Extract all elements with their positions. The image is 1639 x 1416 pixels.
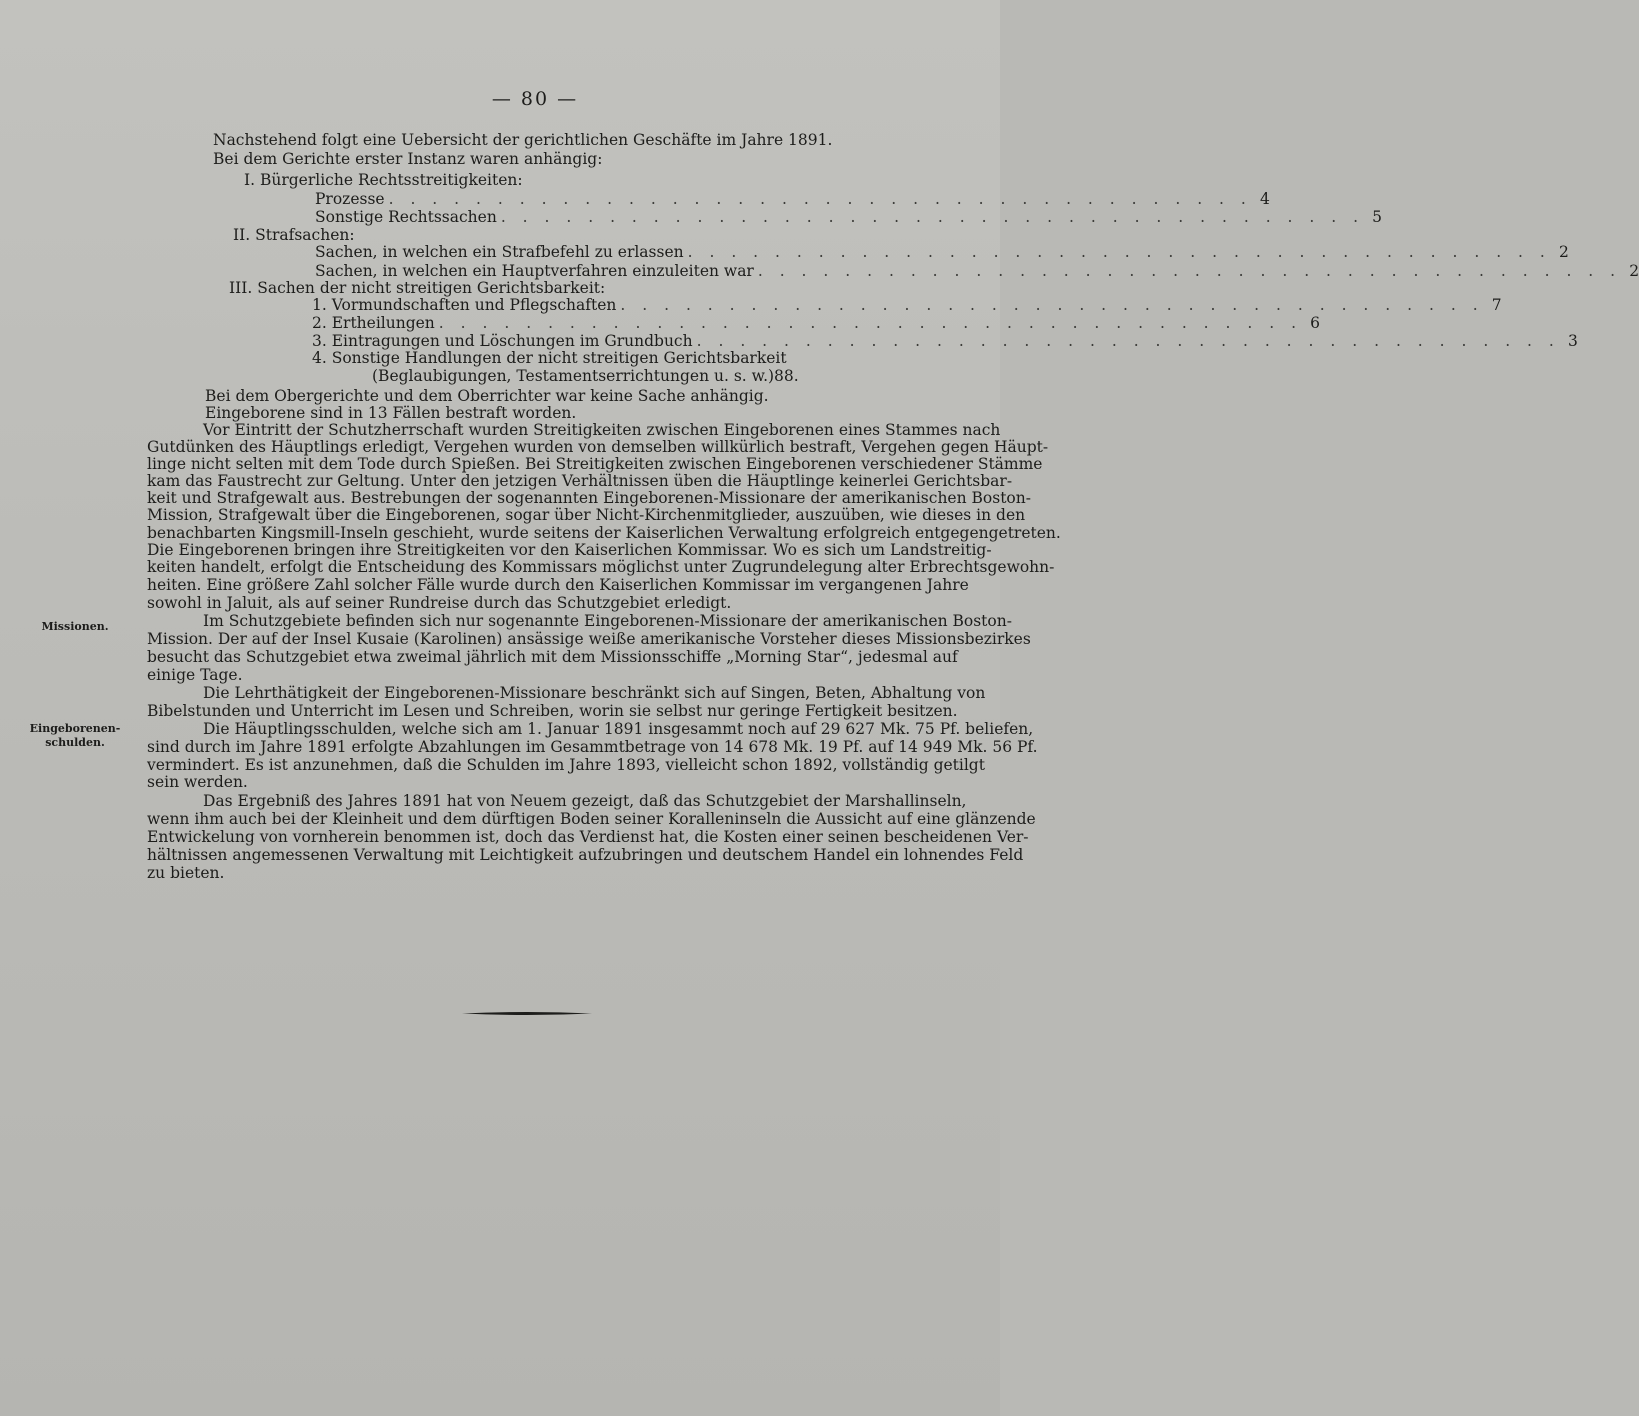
table-row xyxy=(315,243,1569,261)
paragraph-line: wenn ihm auch bei der Kleinheit und dem dürftigen Boden seiner Koralleninseln die Aussicht auf eine glänzende xyxy=(147,810,1036,828)
text-line: Eingeborene sind in 13 Fällen bestraft worden. xyxy=(205,404,577,422)
table-row xyxy=(312,332,1578,350)
paragraph-line: keiten handelt, erfolgt die Entscheidung des Kommissars möglichst unter Zugrundelegung alter Erbrechtsgewohn- xyxy=(147,558,1055,576)
paragraph-line: Gutdünken des Häuptlings erledigt, Vergehen wurden von demselben willkürlich bestraft, Vergehen gegen Häupt- xyxy=(147,438,1049,456)
row-label: Sachen, in welchen ein Hauptverfahren einzuleiten war xyxy=(315,262,754,280)
paragraph-line: besucht das Schutzgebiet etwa zweimal jährlich mit dem Missionsschiffe „Morning Star“, jedesmal auf xyxy=(147,648,958,666)
paragraph-line: Die Eingeborenen bringen ihre Streitigkeiten vor den Kaiserlichen Kommissar. Wo es sich um Landstreitig- xyxy=(147,541,992,559)
paragraph-line: Im Schutzgebiete befinden sich nur sogenannte Eingeborenen-Missionare der amerikanischen Boston- xyxy=(203,612,1012,630)
table-row xyxy=(372,367,799,385)
margin-note-missionen: Missionen. xyxy=(41,620,109,633)
row-label: 4. Sonstige Handlungen der nicht streitigen Gerichtsbarkeit xyxy=(312,349,787,367)
paragraph-line: einige Tage. xyxy=(147,666,243,684)
paragraph-line: keit und Strafgewalt aus. Bestrebungen der sogenannten Eingeborenen-Missionare der amerikanischen Boston- xyxy=(147,489,1031,507)
paragraph-line: linge nicht selten mit dem Tode durch Spießen. Bei Streitigkeiten zwischen Eingeborenen verschiedener Stämme xyxy=(147,455,1043,473)
row-label: 3. Eintragungen und Löschungen im Grundbuch xyxy=(312,332,693,350)
row-label: (Beglaubigungen, Testamentserrichtungen u. s. w.) xyxy=(372,367,775,385)
paragraph-line: Mission. Der auf der Insel Kusaie (Karolinen) ansässige weiße amerikanische Vorsteher dieses Missionsbezirkes xyxy=(147,630,1031,648)
paragraph-line: sein werden. xyxy=(147,773,248,791)
row-value: 6 xyxy=(1310,314,1321,332)
section-heading: I. Bürgerliche Rechtsstreitigkeiten: xyxy=(244,171,523,189)
leader-dots: . . . . . . . . . . . . . . . . . . . . . . . . . . . . . . . . . . . . . . . . xyxy=(757,262,1622,280)
paragraph-line: Bibelstunden und Unterricht im Lesen und Schreiben, worin sie selbst nur geringe Fertigkeit besitzen. xyxy=(147,702,958,720)
table-row xyxy=(312,349,787,367)
paragraph-line: zu bieten. xyxy=(147,864,225,882)
leader-dots: . . . . . . . . . . . . . . . . . . . . . . . . . . . . . . . . . . . . . . . . xyxy=(500,208,1365,226)
paragraph-line: kam das Faustrecht zur Geltung. Unter den jetzigen Verhältnissen üben die Häuptlinge keinerlei Gerichtsbar- xyxy=(147,472,1013,490)
row-label: Sonstige Rechtssachen xyxy=(315,208,497,226)
paragraph-line: sind durch im Jahre 1891 erfolgte Abzahlungen im Gesammtbetrage von 14 678 Mk. 19 Pf. auf 14 949 Mk. 56 Pf. xyxy=(147,738,1038,756)
table-row xyxy=(315,208,1383,226)
paragraph-line: Entwickelung von vornherein benommen ist, doch das Verdienst hat, die Kosten einer seinen bescheidenen Ver- xyxy=(147,828,1029,846)
table-row xyxy=(315,190,1270,208)
paragraph-line: sowohl in Jaluit, als auf seiner Rundreise durch das Schutzgebiet erledigt. xyxy=(147,594,732,612)
leader-dots: . . . . . . . . . . . . . . . . . . . . . . . . . . . . . . . . . . . . . . . . xyxy=(696,332,1560,350)
margin-note-line: Eingeborenen- xyxy=(29,722,121,735)
row-value: 2 xyxy=(1558,243,1569,261)
row-label: Prozesse xyxy=(315,190,385,208)
table-row xyxy=(315,262,1639,280)
leader-dots: . . . . . . . . . . . . . . . . . . . . . . . . . . . . . . . . . . . . . . . . xyxy=(388,190,1252,208)
table-row xyxy=(312,296,1502,314)
margin-note-schulden xyxy=(20,722,130,750)
row-value: 2 xyxy=(1629,262,1639,280)
leader-dots: . . . . . . . . . . . . . . . . . . . . . . . . . . . . . . . . . . . . . . . . xyxy=(620,296,1484,314)
row-value: 7 xyxy=(1491,296,1502,314)
text-line: Bei dem Obergerichte und dem Oberrichter war keine Sache anhängig. xyxy=(205,387,769,405)
paragraph-line: hältnissen angemessenen Verwaltung mit Leichtigkeit aufzubringen und deutschem Handel ein lohnendes Feld xyxy=(147,846,1024,864)
section-heading: II. Strafsachen: xyxy=(233,226,355,244)
paragraph-line: Das Ergebniß des Jahres 1891 hat von Neuem gezeigt, daß das Schutzgebiet der Marshallinseln, xyxy=(203,792,967,810)
intro-line: Bei dem Gerichte erster Instanz waren anhängig: xyxy=(213,150,603,168)
closing-ornament-rule xyxy=(462,1011,592,1016)
paragraph-line: heiten. Eine größere Zahl solcher Fälle wurde durch den Kaiserlichen Kommissar im vergangenen Jahre xyxy=(147,576,969,594)
paragraph-line: Vor Eintritt der Schutzherrschaft wurden Streitigkeiten zwischen Eingeborenen eines Stammes nach xyxy=(203,421,1001,439)
row-value: 5 xyxy=(1372,208,1383,226)
row-label: 2. Ertheilungen xyxy=(312,314,435,332)
leader-dots: . . . . . . . . . . . . . . . . . . . . . . . . . . . . . . . . . . . . . . . . xyxy=(438,314,1303,332)
margin-note-line: schulden. xyxy=(45,736,105,749)
section-heading: III. Sachen der nicht streitigen Gerichtsbarkeit: xyxy=(229,279,606,297)
row-label: Sachen, in welchen ein Strafbefehl zu erlassen xyxy=(315,243,684,261)
paragraph-line: Die Häuptlingsschulden, welche sich am 1. Januar 1891 insgesammt noch auf 29 627 Mk. 75 Pf. beliefen, xyxy=(203,720,1034,738)
row-value: 88. xyxy=(774,367,799,385)
leader-dots: . . . . . . . . . . . . . . . . . . . . . . . . . . . . . . . . . . . . . . . . xyxy=(687,243,1551,261)
row-value: 3 xyxy=(1567,332,1578,350)
paragraph-line: benachbarten Kingsmill-Inseln geschieht, wurde seitens der Kaiserlichen Verwaltung erfolgreich entgegengetreten. xyxy=(147,524,1061,542)
paragraph-line: Mission, Strafgewalt über die Eingeborenen, sogar über Nicht-Kirchenmitglieder, auszuüben, wie dieses in den xyxy=(147,506,1026,524)
paragraph-line: Die Lehrthätigkeit der Eingeborenen-Missionare beschränkt sich auf Singen, Beten, Abhaltung von xyxy=(203,684,986,702)
table-row xyxy=(312,314,1321,332)
row-value: 4 xyxy=(1259,190,1270,208)
intro-line: Nachstehend folgt eine Uebersicht der gerichtlichen Geschäfte im Jahre 1891. xyxy=(213,131,833,149)
row-label: 1. Vormundschaften und Pflegschaften xyxy=(312,296,617,314)
page-number: — 80 — xyxy=(491,88,579,110)
paragraph-line: vermindert. Es ist anzunehmen, daß die Schulden im Jahre 1893, vielleicht schon 1892, vollständig getilgt xyxy=(147,756,985,774)
